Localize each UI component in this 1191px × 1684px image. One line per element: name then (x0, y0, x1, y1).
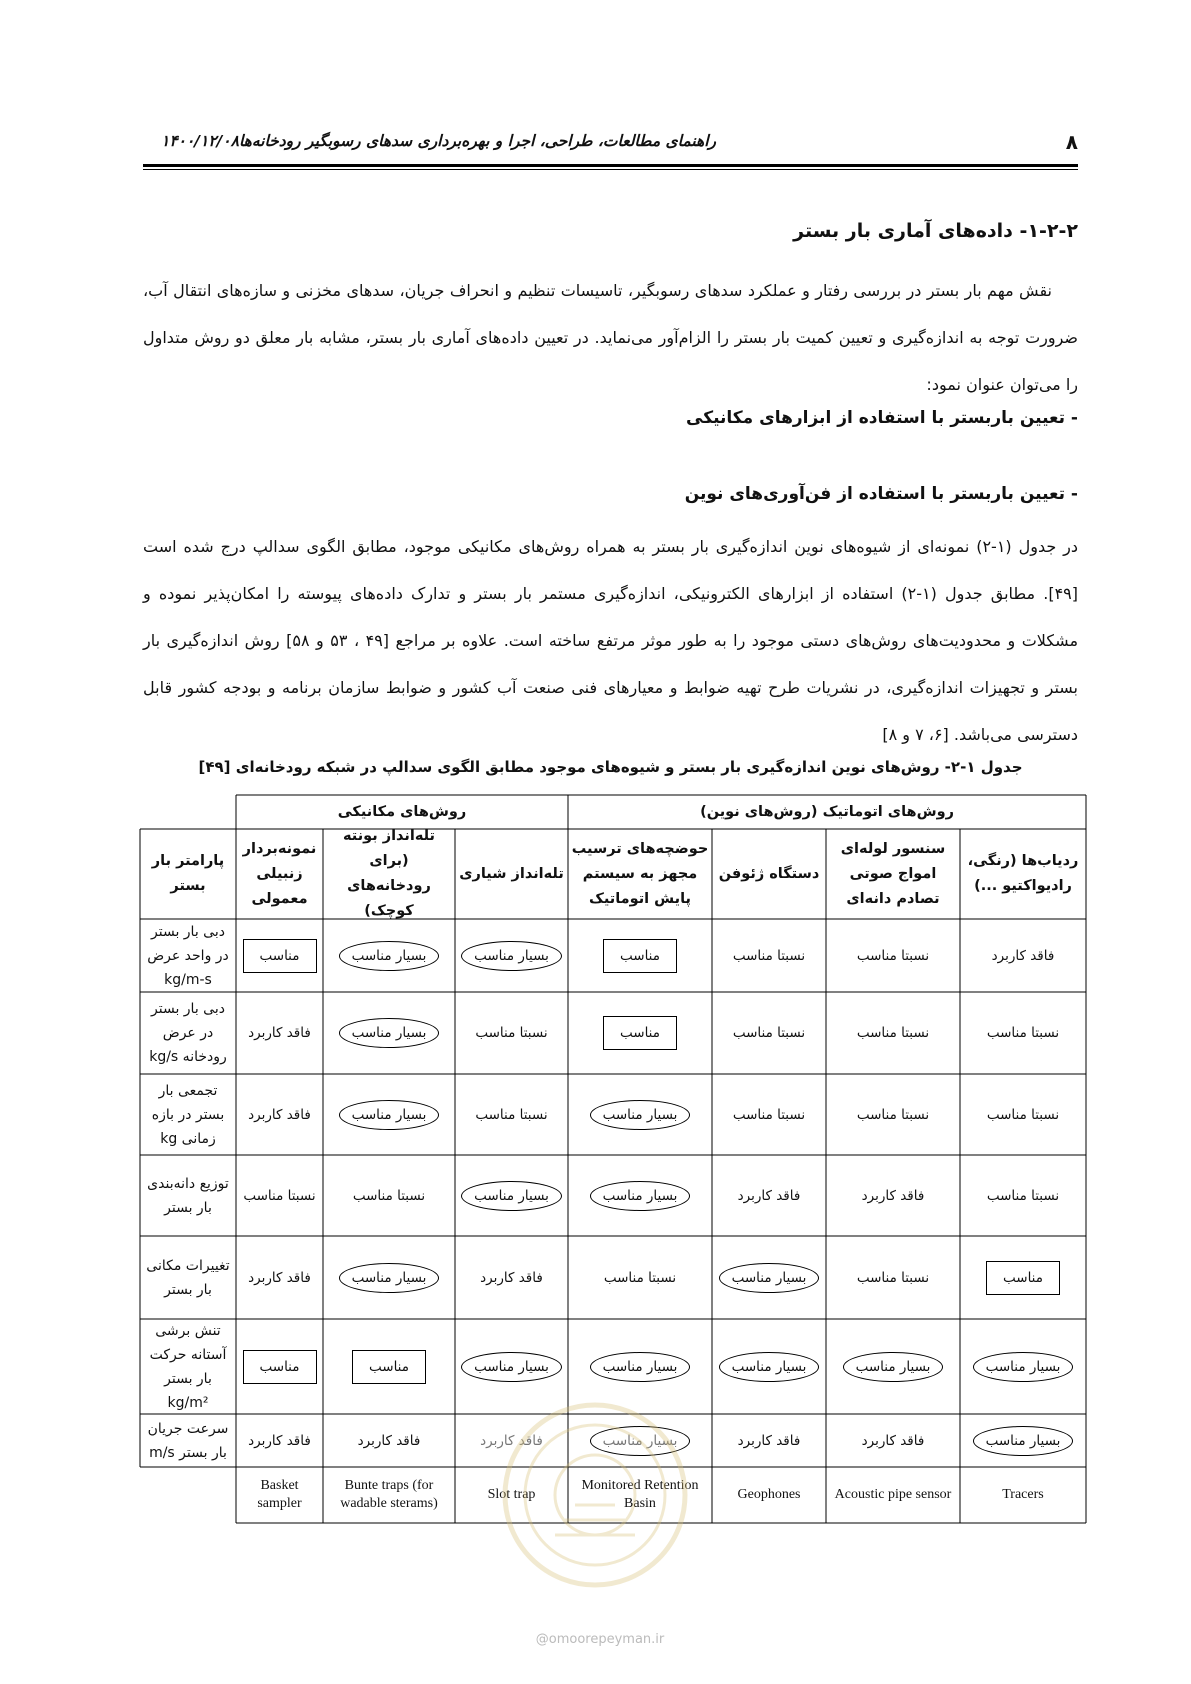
col-header-basket-sampler: نمونه‌بردار زنبیلی معمولی (242, 840, 317, 907)
table-cell (712, 992, 826, 1074)
rating-text: نسبتا مناسب (856, 1025, 930, 1041)
row-parameter: دبی بار بستر در واحد عرض kg/m-s (147, 923, 229, 988)
table-cell (455, 919, 568, 992)
table-cell (712, 1236, 826, 1319)
rating-text: نسبتا مناسب (732, 1025, 806, 1041)
table-cell (323, 1319, 455, 1414)
bullet-modern: - تعیین باربستر با استفاده از فن‌آوری‌های نوین (684, 484, 1078, 504)
col-header-retention-basin: حوضچه‌های ترسیب مجهز به سیستم پایش اتوماتیک (571, 840, 709, 907)
rating-text: فاقد کاربرد (737, 1432, 801, 1449)
table-cell (236, 1319, 323, 1414)
table-cell (960, 919, 1086, 992)
rating-text: نسبتا مناسب (986, 1106, 1060, 1123)
rating-oval-marked: بسیار مناسب (590, 1181, 691, 1211)
table-cell (568, 1155, 712, 1236)
table-cell (323, 1414, 455, 1467)
rating-oval-marked: بسیار مناسب (339, 941, 440, 971)
rating-text: نسبتا مناسب (856, 1106, 930, 1123)
rating-oval-marked: بسیار مناسب (339, 1263, 440, 1293)
rating-box-marked: مناسب (243, 939, 317, 973)
col-footer-slot-trap: Slot trap (487, 1487, 536, 1502)
table-cell (826, 1155, 960, 1236)
col-footer-basket-sampler: Basket sampler (257, 1478, 302, 1511)
rating-text: نسبتا مناسب (352, 1187, 426, 1204)
table-cell (712, 1074, 826, 1155)
col-header-geophones: دستگاه ژئوفن (718, 865, 820, 882)
header-title: راهنمای مطالعات، طراحی، اجرا و بهره‌برداری سدهای رسوبگیر رودخانه‌ها (238, 132, 717, 150)
rating-text: نسبتا مناسب (856, 1269, 930, 1286)
rating-text: نسبتا مناسب (732, 947, 806, 964)
rating-text: فاقد کاربرد (991, 947, 1055, 964)
table-cell (323, 992, 455, 1074)
rating-text: نسبتا مناسب (243, 1187, 316, 1204)
paragraph-intro: نقش مهم بار بستر در بررسی رفتار و عملکرد سدهای رسوبگیر، تاسیسات تنظیم و انحراف جریان، سدهای مخزنی و سازه‌های انتقال آب، ضرورت توجه به اندازه‌گیری و تعیین کمیت بار بستر را الزام‌آور می‌نماید. در تعیین داده‌های آماری بار بستر، مشابه بار معلق دو روش متداول را می‌توان عنوان نمود: (143, 281, 1078, 394)
rating-text: نسبتا مناسب (475, 1106, 548, 1123)
table-cell (236, 992, 323, 1074)
table-cell (236, 1155, 323, 1236)
rating-oval-marked: بسیار مناسب (590, 1100, 691, 1130)
table-cell (826, 992, 960, 1074)
running-header (143, 128, 1078, 162)
table-cell (568, 1236, 712, 1319)
table-cell (960, 1074, 1086, 1155)
rating-oval-marked: بسیار مناسب (461, 1352, 562, 1382)
col-header-slot-trap: تله‌انداز شیاری (459, 865, 564, 882)
rating-text: نسبتا مناسب (986, 1025, 1060, 1041)
rating-text: فاقد کاربرد (480, 1269, 543, 1286)
col-footer-geophones: Geophones (737, 1487, 801, 1502)
table-cell (960, 992, 1086, 1074)
rating-oval-marked: بسیار مناسب (973, 1426, 1074, 1456)
rating-oval-marked: بسیار مناسب (339, 1100, 440, 1130)
rating-box-marked: مناسب (603, 939, 677, 973)
rating-text: فاقد کاربرد (357, 1432, 421, 1449)
table-cell (455, 1074, 568, 1155)
table-cell (323, 919, 455, 992)
header-date: ۱۴۰۰/۱۲/۰۸ (161, 132, 239, 150)
rating-text: نسبتا مناسب (732, 1106, 806, 1123)
rating-text: نسبتا مناسب (986, 1187, 1060, 1204)
table-cell (236, 1414, 323, 1467)
group-header-mechanical: روش‌های مکانیکی (337, 803, 467, 820)
watermark-url: @omoorepeyman.ir (535, 1632, 665, 1647)
table-cell (712, 1414, 826, 1467)
rating-box-marked: مناسب (243, 1350, 317, 1384)
rating-text: فاقد کاربرد (861, 1187, 925, 1204)
rating-oval-marked: بسیار مناسب (719, 1263, 820, 1293)
rating-box-marked: مناسب (603, 1016, 677, 1050)
col-header-parameter: پارامتر بار بستر (151, 853, 225, 894)
table-cell (568, 992, 712, 1074)
row-parameter: تنش برشی آستانه حرکت بار بستر kg/m² (149, 1322, 227, 1411)
table-cell (236, 1236, 323, 1319)
table-cell (826, 1236, 960, 1319)
table-cell (236, 1074, 323, 1155)
col-header-acoustic-pipe: سنسور لوله‌ای امواج صوتی تصادم دانه‌ای (840, 840, 946, 907)
rating-oval-marked: بسیار مناسب (719, 1352, 820, 1382)
col-footer-retention-basin: Monitored Retention Basin (581, 1478, 699, 1511)
rating-oval-marked: بسیار مناسب (973, 1352, 1074, 1382)
col-footer-bunte-trap: Bunte traps (for wadable sterams) (340, 1478, 438, 1511)
rating-oval-marked: بسیار مناسب (461, 941, 562, 971)
rating-oval-marked: بسیار مناسب (843, 1352, 944, 1382)
rating-box-marked: مناسب (352, 1350, 426, 1384)
row-parameter: تجمعی بار بستر در بازه زمانی kg (151, 1082, 225, 1147)
col-header-tracers: ردیاب‌ها (رنگی، رادیواکتیو ...) (967, 853, 1079, 894)
rating-box-marked: مناسب (986, 1261, 1060, 1295)
rating-text: فاقد کاربرد (480, 1432, 543, 1449)
table-cell (712, 1155, 826, 1236)
header-rule-thin (143, 169, 1078, 170)
table-cell (455, 1236, 568, 1319)
col-header-bunte-trap: تله‌انداز بونته (برای رودخانه‌های کوچک) (342, 828, 435, 919)
rating-oval-marked: بسیار مناسب (461, 1181, 562, 1211)
rating-text: فاقد کاربرد (248, 1025, 311, 1041)
table-cell (826, 1074, 960, 1155)
table-cell (960, 1414, 1086, 1467)
row-parameter: تغییرات مکانی بار بستر (146, 1257, 230, 1298)
rating-oval-marked: بسیار مناسب (339, 1018, 440, 1048)
table-cell (323, 1155, 455, 1236)
table-cell (568, 1074, 712, 1155)
row-parameter: دبی بار بستر در عرض رودخانه kg/s (149, 1001, 227, 1065)
row-parameter: سرعت جریان بار بستر m/s (147, 1420, 229, 1461)
rating-text: فاقد کاربرد (248, 1432, 311, 1449)
rating-text: نسبتا مناسب (603, 1269, 677, 1286)
table-cell (568, 919, 712, 992)
table-cell (826, 1414, 960, 1467)
table-cell (455, 1155, 568, 1236)
header-title-line (143, 132, 716, 150)
table-cell (455, 992, 568, 1074)
table-cell (826, 1319, 960, 1414)
col-footer-acoustic-pipe: Acoustic pipe sensor (834, 1487, 952, 1502)
rating-oval-marked: بسیار مناسب (590, 1426, 691, 1456)
table-cell (236, 919, 323, 992)
table-caption: جدول ۱-۲- روش‌های نوین اندازه‌گیری بار بستر و شیوه‌های موجود مطابق الگوی سدالپ در شبکه رودخانه‌ای [۴۹] (198, 758, 1023, 776)
table-cell (712, 1319, 826, 1414)
table-cell (826, 919, 960, 992)
rating-text: نسبتا مناسب (475, 1025, 548, 1041)
rating-text: نسبتا مناسب (856, 947, 930, 964)
bullet-mechanical: - تعیین باربستر با استفاده از ابزارهای مکانیکی (686, 408, 1078, 428)
table-cell (323, 1236, 455, 1319)
paragraph-table-intro: در جدول (۱-۲) نمونه‌ای از شیوه‌های نوین اندازه‌گیری بار بستر به همراه روش‌های مکانیکی موجود، مطابق الگوی سدالپ درج شده است [۴۹]. مطابق جدول (۱-۲) استفاده از ابزارهای الکترونیکی، اندازه‌گیری مستمر بار بستر و تدارک داده‌های پیوسته را امکان‌پذیر نموده و مشکلات و محدودیت‌های روش‌های دستی موجود را به طور موثر مرتفع ساخته است. علاوه بر مراجع [۴۹ ، ۵۳ و ۵۸] روش اندازه‌گیری بار بستر و تجهیزات اندازه‌گیری، در نشریات طرح تهیه ضوابط و معیارهای فنی صنعت آب کشور و ضوابط سازمان برنامه و بودجه کشور قابل دسترسی می‌باشد. [۶، ۷ و ۸] (143, 537, 1079, 744)
rating-text: فاقد کاربرد (861, 1432, 925, 1449)
table-cell (712, 919, 826, 992)
rating-text: فاقد کاربرد (248, 1269, 311, 1286)
table-cell (960, 1155, 1086, 1236)
table-cell (960, 1319, 1086, 1414)
table-cell (323, 1074, 455, 1155)
col-footer-tracers: Tracers (1002, 1487, 1044, 1502)
rating-oval-marked: بسیار مناسب (590, 1352, 691, 1382)
section-heading: ۱-۲-۲- داده‌های آماری بار بستر (793, 220, 1078, 242)
table-cell (960, 1236, 1086, 1319)
seal-watermark (495, 1395, 695, 1595)
rating-text: فاقد کاربرد (248, 1106, 311, 1123)
page-number: ۸ (1065, 130, 1078, 154)
rating-text: فاقد کاربرد (737, 1187, 801, 1204)
row-parameter: توزیع دانه‌بندی بار بستر (147, 1175, 229, 1216)
group-header-automatic: روش‌های اتوماتیک (روش‌های نوین) (700, 803, 954, 820)
header-rule-thick (143, 164, 1078, 167)
